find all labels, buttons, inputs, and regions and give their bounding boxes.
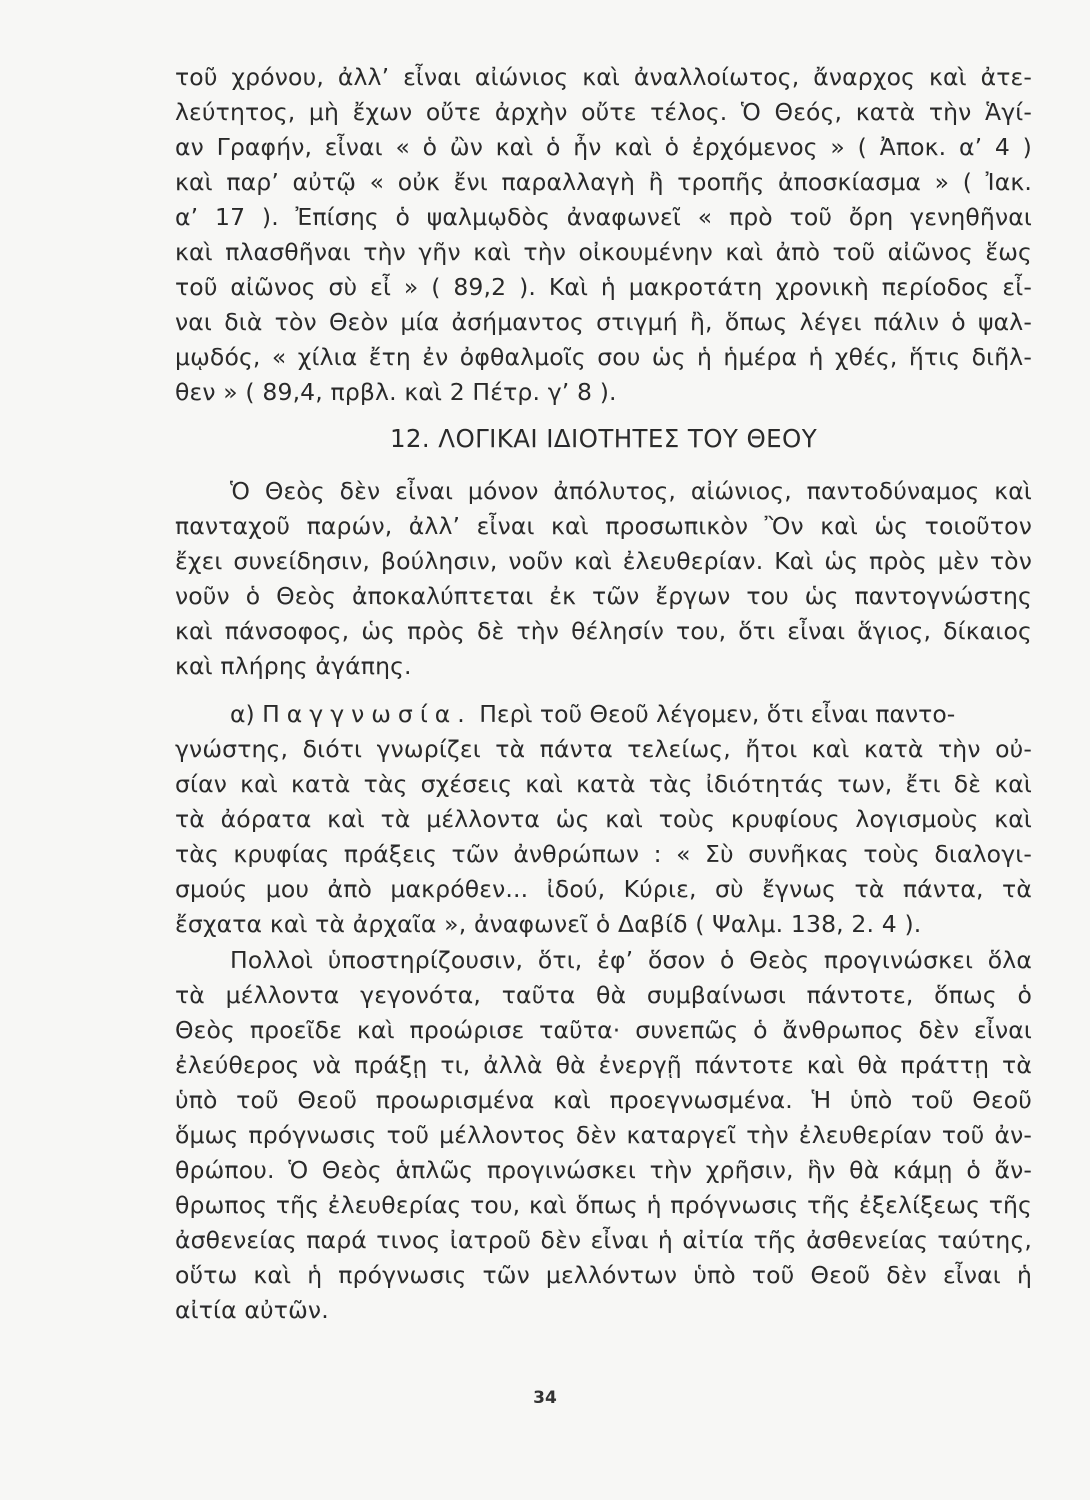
text-line: ὅμως πρόγνωσις τοῦ μέλλοντος δὲν καταργεῖ τὴν ἐλευθερίαν τοῦ ἀν-: [175, 1121, 1032, 1149]
text-line: αν Γραφήν, εἶναι « ὁ ὢν καὶ ὁ ἦν καὶ ὁ ἐρχόμενος » ( Ἀποκ. α’ 4 ): [175, 133, 1032, 161]
text-line: θεν » ( 89,4, πρβλ. καὶ 2 Πέτρ. γ’ 8 ).: [175, 378, 617, 406]
text-line: θρωπος τῆς ἐλευθερίας του, καὶ ὅπως ἡ πρόγνωσις τῆς ἐξελίξεως τῆς: [175, 1191, 1032, 1219]
text-line: ἔχει συνείδησιν, βούλησιν, νοῦν καὶ ἐλευθερίαν. Καὶ ὡς πρὸς μὲν τὸν: [175, 547, 1032, 575]
text-line: ἔσχατα καὶ τὰ ἀρχαῖα », ἀναφωνεῖ ὁ Δαβίδ ( Ψαλμ. 138, 2. 4 ).: [175, 910, 922, 938]
item-label: α): [230, 700, 263, 728]
text-line: νοῦν ὁ Θεὸς ἀποκαλύπτεται ἐκ τῶν ἔργων του ὡς παντογνώστης: [175, 582, 1032, 610]
text-line: α’ 17 ). Ἐπίσης ὁ ψαλμῳδὸς ἀναφωνεῖ « πρὸ τοῦ ὄρη γενηθῆναι: [175, 203, 1032, 231]
text-line: γνώστης, διότι γνωρίζει τὰ πάντα τελείως, ἤτοι καὶ κατὰ τὴν οὐ-: [175, 735, 1032, 763]
text-line: ναι διὰ τὸν Θεὸν μία ἀσήμαντος στιγμή ἢ, ὅπως λέγει πάλιν ὁ ψαλ-: [175, 308, 1032, 336]
text-line: καὶ παρ’ αὐτῷ « οὐκ ἔνι παραλλαγὴ ἢ τροπῆς ἀποσκίασμα » ( Ἰακ.: [175, 168, 1032, 196]
text-line: ἐλεύθερος νὰ πράξῃ τι, ἀλλὰ θὰ ἐνεργῇ πάντοτε καὶ θὰ πράττῃ τὰ: [175, 1051, 1032, 1079]
text-line: οὕτω καὶ ἡ πρόγνωσις τῶν μελλόντων ὑπὸ τοῦ Θεοῦ δὲν εἶναι ἡ: [175, 1261, 1032, 1289]
text-line: καὶ πάνσοφος, ὡς πρὸς δὲ τὴν θέλησίν του, ὅτι εἶναι ἅγιος, δίκαιος: [175, 617, 1032, 645]
page-number: 34: [533, 1388, 557, 1408]
section-heading: 12. ΛΟΓΙΚΑΙ ΙΔΙΟΤΗΤΕΣ ΤΟΥ ΘΕΟΥ: [389, 424, 818, 453]
text-line: καὶ πλήρης ἀγάπης.: [175, 652, 412, 680]
text-line: ὑπὸ τοῦ Θεοῦ προωρισμένα καὶ προεγνωσμένα. Ἡ ὑπὸ τοῦ Θεοῦ: [175, 1086, 1032, 1114]
text-line: τοῦ χρόνου, ἀλλ’ εἶναι αἰώνιος καὶ ἀναλλοίωτος, ἄναρχος καὶ ἀτε-: [175, 63, 1032, 91]
text-line: πανταχοῦ παρών, ἀλλ’ εἶναι καὶ προσωπικὸν Ὂν καὶ ὡς τοιοῦτον: [175, 512, 1032, 540]
text-line: θρώπου. Ὁ Θεὸς ἁπλῶς προγινώσκει τὴν χρῆσιν, ἣν θὰ κάμῃ ὁ ἄν-: [175, 1156, 1032, 1184]
text-line: αἰτία αὐτῶν.: [175, 1296, 329, 1324]
text-line: τοῦ αἰῶνος σὺ εἶ » ( 89,2 ). Καὶ ἡ μακροτάτη χρονικὴ περίοδος εἶ-: [175, 273, 1032, 301]
text-line: τὰς κρυφίας πράξεις τῶν ἀνθρώπων : « Σὺ συνῆκας τοὺς διαλογι-: [175, 840, 1032, 868]
text-line: καὶ πλασθῆναι τὴν γῆν καὶ τὴν οἰκουμένην καὶ ἀπὸ τοῦ αἰῶνος ἕως: [175, 238, 1032, 266]
text-line: τὰ ἀόρατα καὶ τὰ μέλλοντα ὡς καὶ τοὺς κρυφίους λογισμοὺς καὶ: [175, 805, 1032, 833]
text-line: λεύτητος, μὴ ἔχων οὔτε ἀρχὴν οὔτε τέλος. Ὁ Θεός, κατὰ τὴν Ἁγί-: [175, 98, 1032, 126]
text-line: ἀσθενείας παρά τινος ἰατροῦ δὲν εἶναι ἡ αἰτία τῆς ἀσθενείας ταύτης,: [175, 1226, 1032, 1254]
text-line: σίαν καὶ κατὰ τὰς σχέσεις καὶ κατὰ τὰς ἰδιότητάς των, ἔτι δὲ καὶ: [175, 770, 1032, 798]
spaced-term: Παγγνωσία.: [262, 700, 472, 728]
text-line: Πολλοὶ ὑποστηρίζουσιν, ὅτι, ἐφ’ ὅσον ὁ Θεὸς προγινώσκει ὅλα: [230, 946, 1032, 974]
text-line: Ὁ Θεὸς δὲν εἶναι μόνον ἀπόλυτος, αἰώνιος, παντοδύναμος καὶ: [230, 477, 1032, 505]
text-line: τὰ μέλλοντα γεγονότα, ταῦτα θὰ συμβαίνωσι πάντοτε, ὅπως ὁ: [175, 981, 1032, 1009]
text-line: Θεὸς προεῖδε καὶ προώρισε ταῦτα· συνεπῶς ὁ ἄνθρωπος δὲν εἶναι: [175, 1016, 1032, 1044]
text-line: σμούς μου ἀπὸ μακρόθεν... ἰδού, Κύριε, σὺ ἔγνως τὰ πάντα, τὰ: [175, 875, 1032, 903]
text-line: μῳδός, « χίλια ἔτη ἐν ὀφθαλμοῖς σου ὡς ἡ ἡμέρα ἡ χθές, ἥτις διῆλ-: [175, 343, 1032, 371]
text-segment: Περὶ τοῦ Θεοῦ λέγομεν, ὅτι εἶναι παντο-: [471, 700, 956, 728]
text-line: [230, 699, 1032, 729]
